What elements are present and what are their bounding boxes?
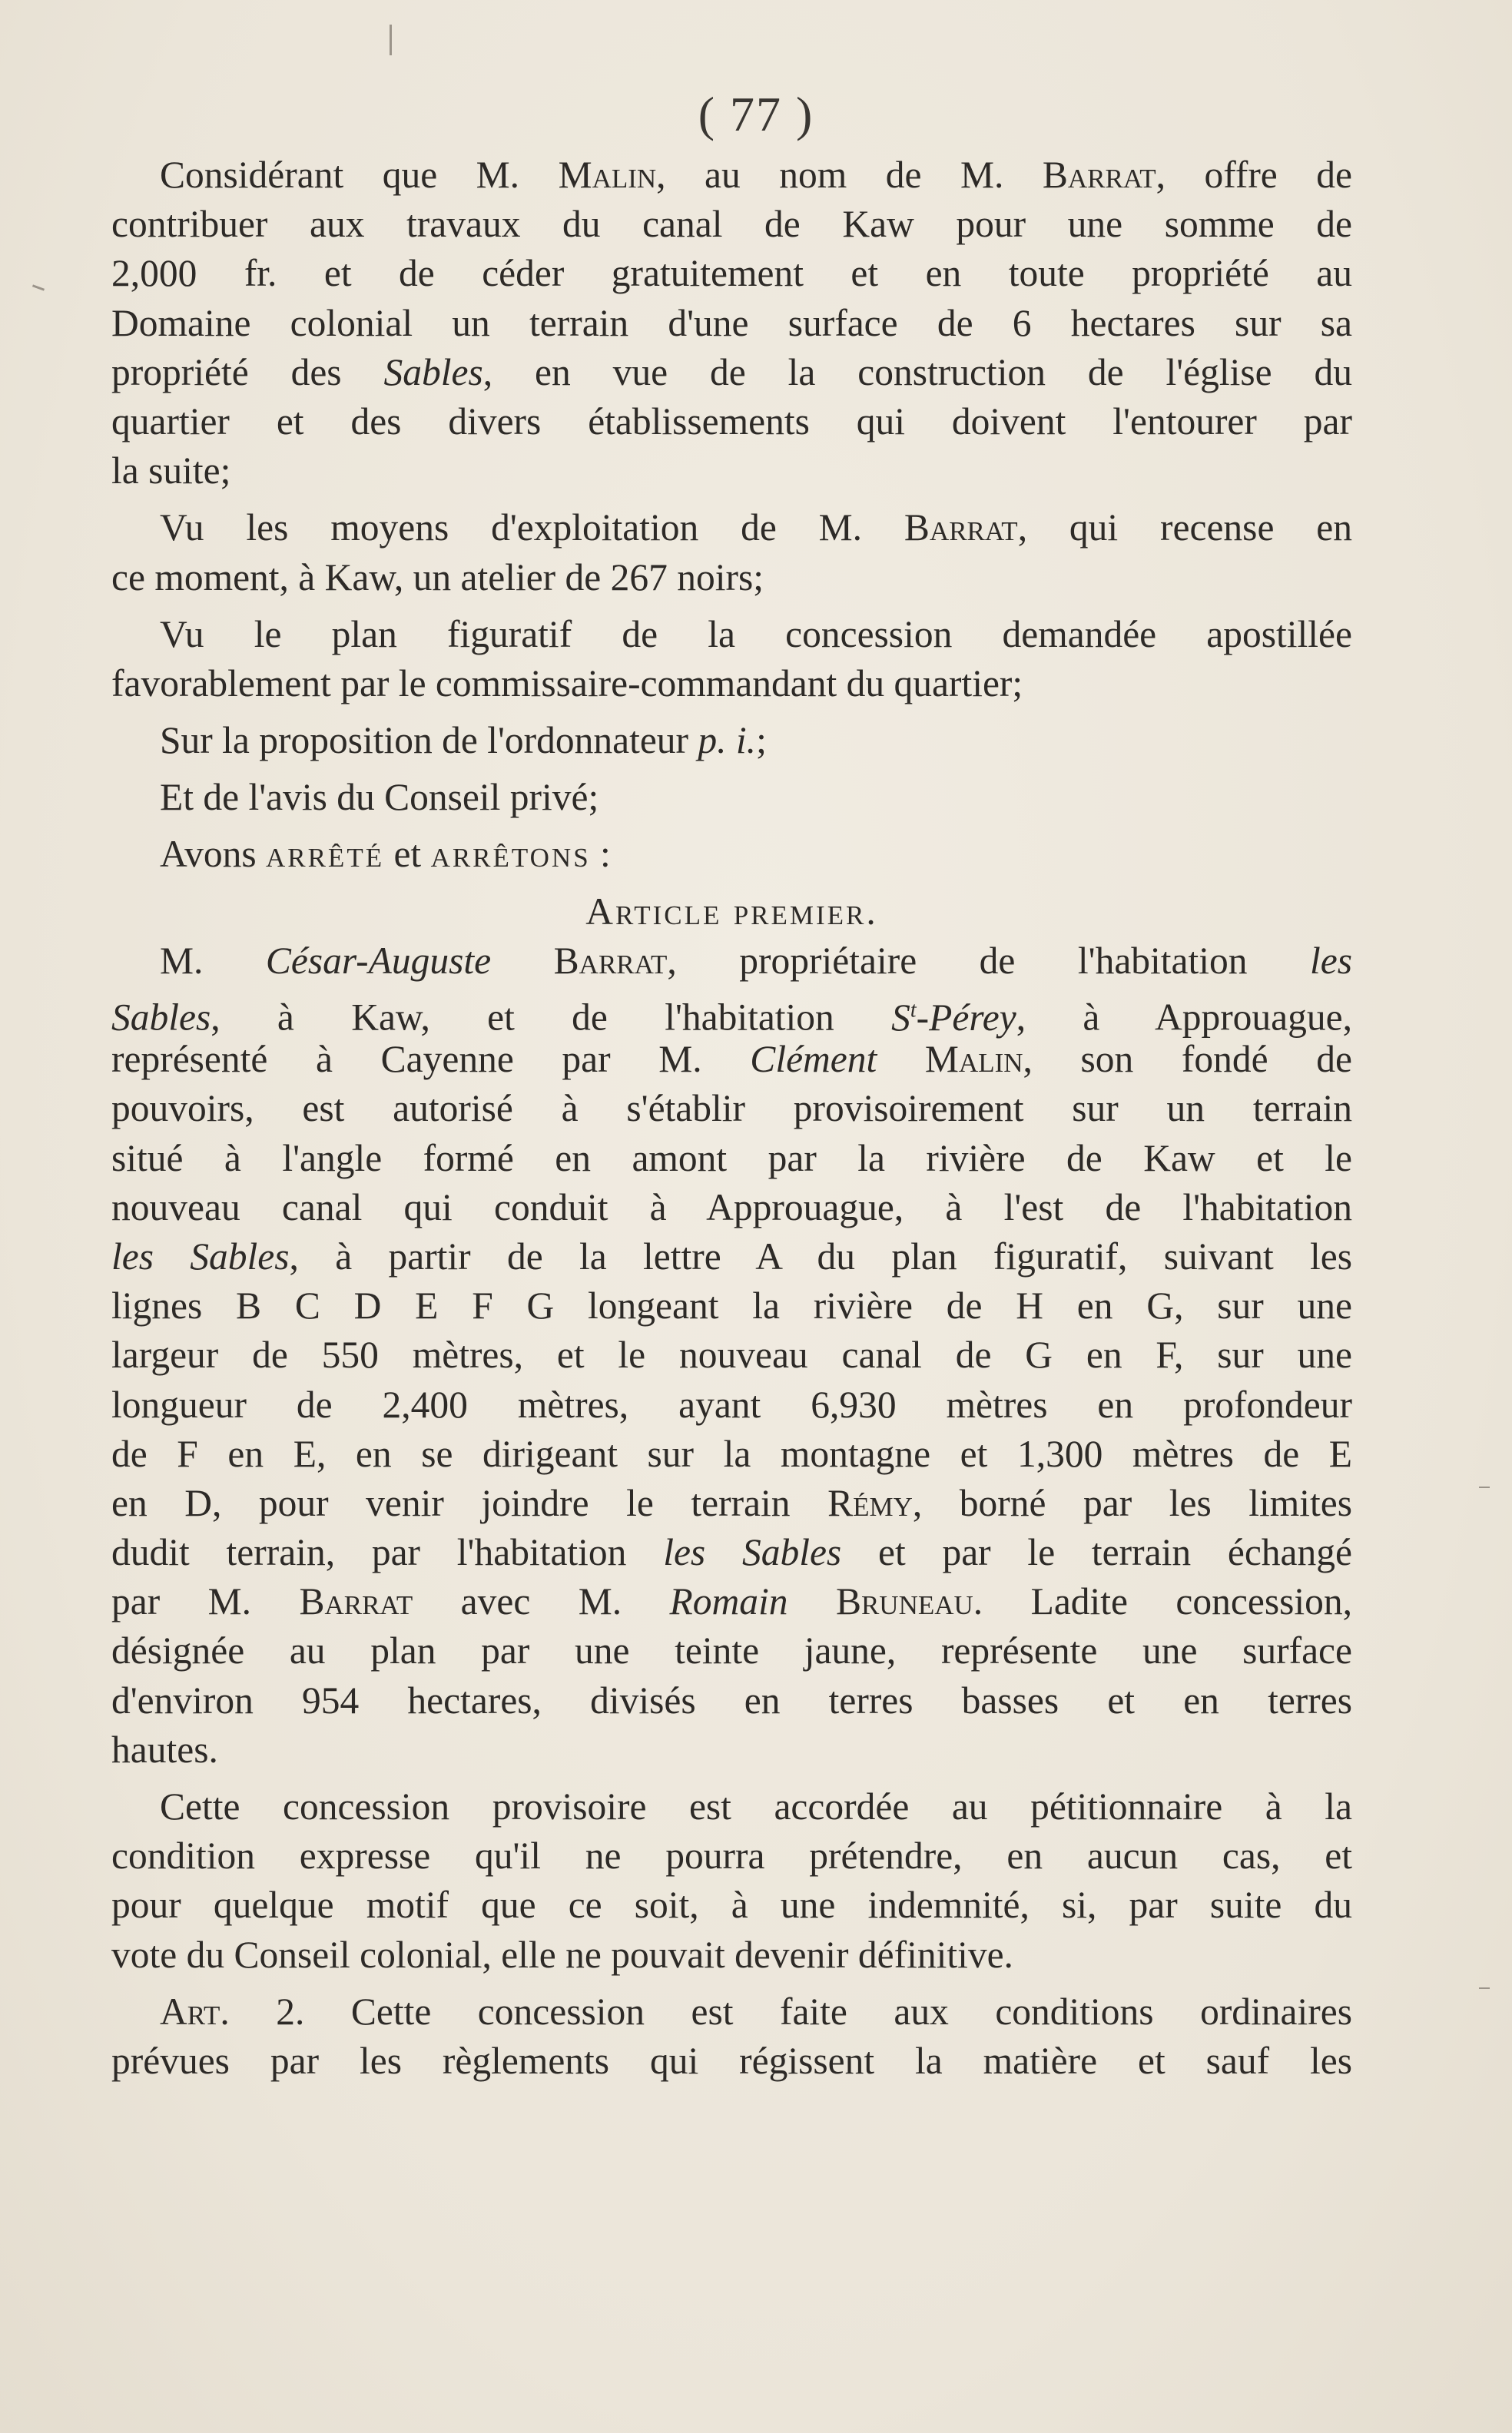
article-heading bbox=[111, 887, 1352, 936]
text-line: vote du Conseil colonial, elle ne pouvait devenir définitive. bbox=[111, 1933, 1013, 1976]
text-line: par M. Barrat avec M. Romain Bruneau. Ladite concession, bbox=[111, 1580, 1352, 1623]
text-line: largeur de 550 mètres, et le nouveau canal de G en F, sur une bbox=[111, 1334, 1352, 1377]
text-line: 2,000 fr. et de céder gratuitement et en toute propriété au bbox=[111, 252, 1352, 295]
text-line: Avons arrêté et arrêtons : bbox=[160, 833, 611, 876]
body-text bbox=[111, 151, 1352, 2086]
paragraph bbox=[111, 773, 1352, 822]
text-line: condition expresse qu'il ne pourra prétendre, en aucun cas, et bbox=[111, 1835, 1352, 1878]
paragraph bbox=[111, 1782, 1352, 1980]
text-line: nouveau canal qui conduit à Approuague, à l'est de l'habitation bbox=[111, 1185, 1352, 1228]
paragraph bbox=[111, 151, 1352, 496]
text-line: de F en E, en se dirigeant sur la montagne et 1,300 mètres de E bbox=[111, 1432, 1352, 1475]
paragraph bbox=[111, 503, 1352, 602]
margin-mark bbox=[1479, 1987, 1490, 1989]
margin-mark bbox=[1479, 1487, 1490, 1488]
text-line: hautes. bbox=[111, 1728, 218, 1771]
text-line: Sables, à Kaw, et de l'habitation $S^t$-Pérey, à Approuague, bbox=[111, 996, 1352, 1039]
text-line: lignes B C D E F G longeant la rivière de H en G, sur une bbox=[111, 1284, 1352, 1328]
text-line: situé à l'angle formé en amont par la rivière de Kaw et le bbox=[111, 1136, 1352, 1179]
margin-mark bbox=[32, 284, 45, 290]
text-line: contribuer aux travaux du canal de Kaw pour une somme de bbox=[111, 203, 1352, 246]
text-line: pour quelque motif que ce soit, à une indemnité, si, par suite du bbox=[111, 1884, 1352, 1927]
text-line: Et de l'avis du Conseil privé; bbox=[160, 776, 599, 819]
text-line: Vu les moyens d'exploitation de M. Barrat, qui recense en bbox=[160, 506, 1353, 549]
text-line: favorablement par le commissaire-commandant du quartier; bbox=[111, 661, 1023, 704]
text-line: dudit terrain, par l'habitation les Sables et par le terrain échangé bbox=[111, 1531, 1352, 1574]
text-line: la suite; bbox=[111, 449, 231, 492]
paragraph bbox=[111, 610, 1352, 708]
text-line: représenté à Cayenne par M. Clément Malin, son fondé de bbox=[111, 1038, 1352, 1081]
text-line: Domaine colonial un terrain d'une surface de 6 hectares sur sa bbox=[111, 301, 1352, 344]
paragraph bbox=[111, 1987, 1352, 2086]
text-line: Sur la proposition de l'ordonnateur p. i.; bbox=[160, 719, 767, 762]
text-line: Article premier. bbox=[585, 890, 878, 933]
text-line: quartier et des divers établissements qui doivent l'entourer par bbox=[111, 399, 1352, 443]
paragraph bbox=[111, 716, 1352, 765]
text-line: longueur de 2,400 mètres, ayant 6,930 mètres en profondeur bbox=[111, 1383, 1352, 1426]
text-line: ce moment, à Kaw, un atelier de 267 noirs; bbox=[111, 555, 764, 598]
page-number: ( 77 ) bbox=[698, 87, 814, 141]
paragraph bbox=[111, 830, 1352, 879]
text-line: désignée au plan par une teinte jaune, représente une surface bbox=[111, 1629, 1352, 1672]
margin-mark bbox=[390, 25, 392, 55]
text-line: d'environ 954 hectares, divisés en terres basses et en terres bbox=[111, 1679, 1352, 1722]
text-line: Cette concession provisoire est accordée au pétitionnaire à la bbox=[160, 1785, 1352, 1828]
text-line: pouvoirs, est autorisé à s'établir provisoirement sur un terrain bbox=[111, 1087, 1352, 1130]
text-line: Considérant que M. Malin, au nom de M. Barrat, offre de bbox=[160, 154, 1352, 196]
text-line: prévues par les règlements qui régissent la matière et sauf les bbox=[111, 2039, 1352, 2082]
text-line: Vu le plan figuratif de la concession demandée apostillée bbox=[160, 612, 1352, 655]
text-line: propriété des Sables, en vue de la construction de l'église du bbox=[111, 350, 1353, 393]
paragraph bbox=[111, 936, 1352, 1775]
text-line: les Sables, à partir de la lettre A du plan figuratif, suivant les bbox=[111, 1235, 1352, 1278]
text-line: en D, pour venir joindre le terrain Rémy, borné par les limites bbox=[111, 1481, 1352, 1524]
text-line: M. César-Auguste Barrat, propriétaire de l'habitation les bbox=[160, 939, 1353, 982]
text-line: Art. 2. Cette concession est faite aux conditions ordinaires bbox=[160, 1990, 1352, 2033]
